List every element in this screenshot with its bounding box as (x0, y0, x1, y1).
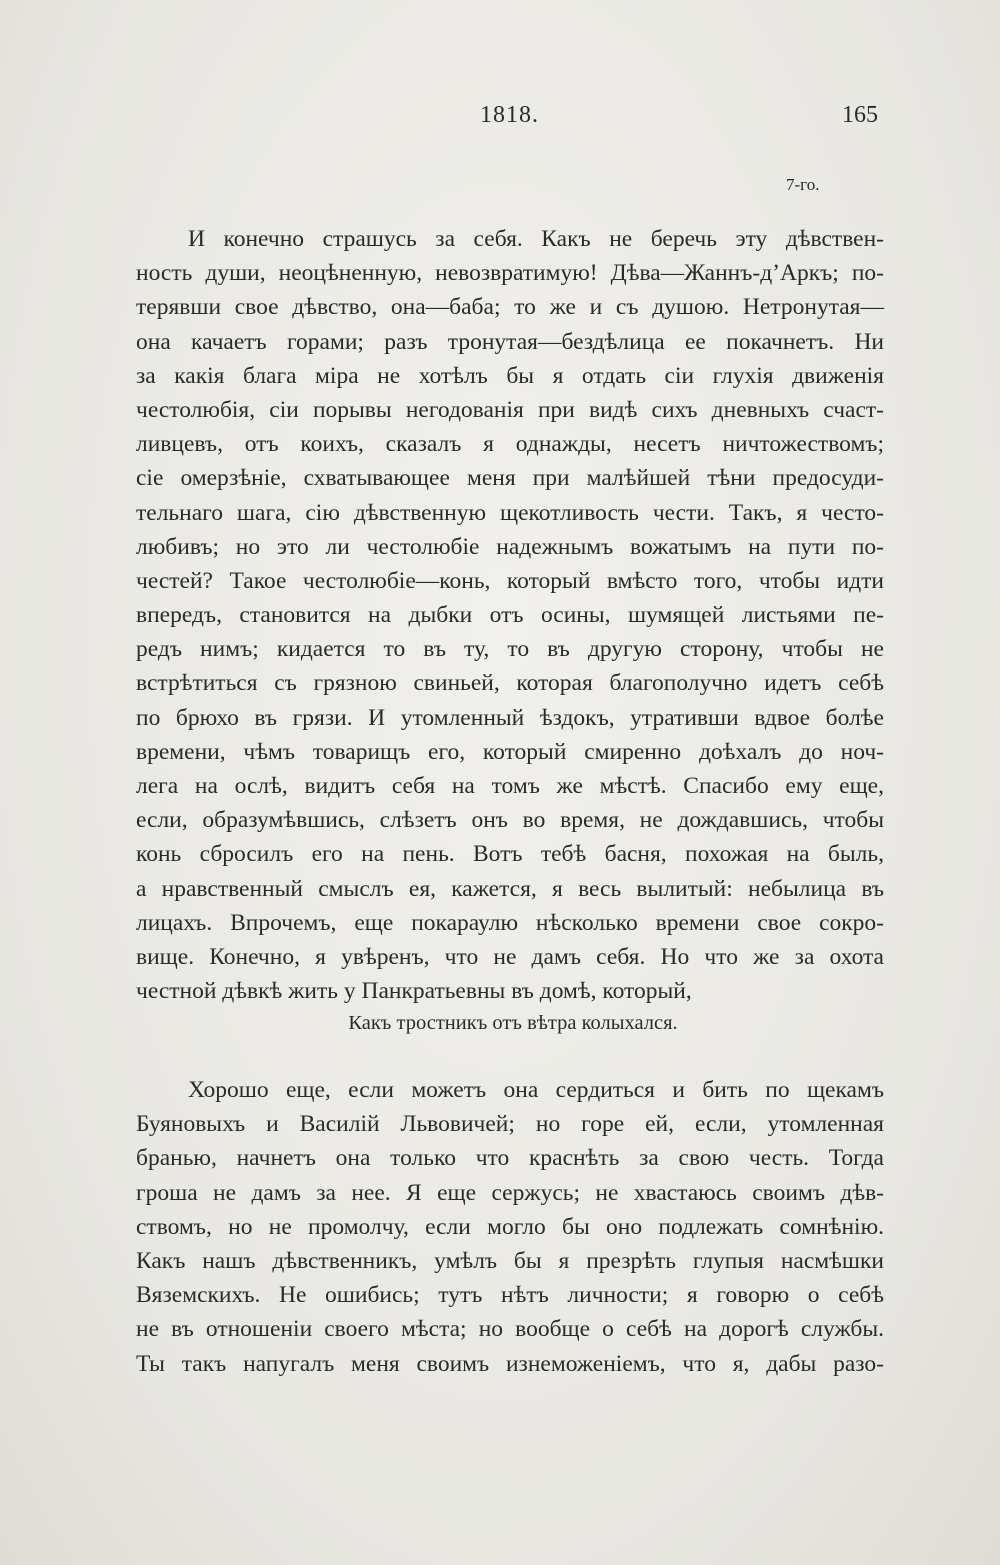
text-line: честей? Такое честолюбіе—конь, который вмѣсто того, чтобы идти (136, 567, 884, 594)
text-line: времени, чѣмъ товарищъ его, который смиренно доѣхалъ до ноч- (136, 738, 884, 765)
text-line: ливцевъ, отъ коихъ, сказалъ я однажды, несетъ ничтожествомъ; (136, 431, 884, 458)
text-line: Вяземскихъ. Не ошибись; тутъ нѣтъ личности; я говорю о себѣ (136, 1282, 884, 1309)
text-line: впередъ, становится на дыбки отъ осины, шумящей листьями пе- (136, 602, 884, 629)
text-line: сіе омерзѣніе, схватывающее меня при малѣйшей тѣни предосуди- (136, 465, 884, 492)
text-line: терявши свое дѣвство, она—баба; то же и съ душою. Нетронутая— (136, 294, 884, 321)
text-line: не въ отношеніи своего мѣста; но вообще о себѣ на дорогѣ службы. (136, 1316, 884, 1343)
paragraph-2 (136, 1073, 884, 1381)
paragraph-1 (136, 222, 884, 1008)
text-line: лега на ослѣ, видитъ себя на томъ же мѣстѣ. Спасибо ему еще, (136, 773, 884, 799)
text-line: она качаетъ горами; разъ тронутая—бездѣлица ее покачнетъ. Ни (136, 328, 884, 355)
text-line: ствомъ, но не промолчу, если могло бы оно подлежать сомнѣнію. (136, 1213, 884, 1240)
text-line: по брюхо въ грязи. И утомленный ѣздокъ, утративши вдвое болѣе (136, 704, 884, 731)
text-line: Хорошо еще, если можетъ она сердиться и бить по щекамъ (188, 1077, 884, 1103)
page-number: 165 (842, 102, 878, 128)
text-line: конь сбросилъ его на пень. Вотъ тебѣ басня, похожая на быль, (136, 841, 884, 868)
text-line: Какъ нашъ дѣвственникъ, умѣлъ бы я презрѣть глупыя насмѣшки (136, 1247, 884, 1274)
text-line: Буяновыхъ и Василій Львовичей; но горе ей, если, утомленная (136, 1111, 884, 1138)
text-line: любивъ; но это ли честолюбіе надежнымъ вожатымъ на пути по- (136, 533, 884, 560)
text-line: редъ нимъ; кидается то въ ту, то въ другую сторону, чтобы не (136, 636, 884, 663)
running-head (0, 100, 1000, 140)
text-line: Ты такъ напугалъ меня своимъ изнеможеніемъ, что я, дабы разо- (136, 1350, 884, 1377)
letter-dateline: 7-го. (786, 175, 820, 194)
text-line: а нравственный смыслъ ея, кажется, я весь вылитый: небылица въ (136, 875, 884, 902)
text-line: тельнаго шага, сію дѣвственную щекотливость чести. Такъ, я често- (136, 499, 884, 526)
text-line: если, образумѣвшись, слѣзетъ онъ во время, не дождавшись, чтобы (136, 807, 884, 834)
text-line: за какія блага міра не хотѣлъ бы я отдать сіи глухія движенія (136, 362, 884, 389)
verse-quotation: Какъ тростникъ отъ вѣтра колыхался. (348, 1012, 678, 1034)
text-line: честолюбія, сіи порывы негодованія при видѣ сихъ дневныхъ счаст- (136, 396, 884, 423)
text-line: встрѣтиться съ грязною свиньей, которая благополучно идетъ себѣ (136, 670, 884, 697)
text-line: вище. Конечно, я увѣренъ, что не дамъ себя. Но что же за охота (136, 943, 884, 970)
text-line: лицахъ. Впрочемъ, еще покараулю нѣсколько времени свое сокро- (136, 909, 884, 936)
text-line: И конечно страшусь за себя. Какъ не беречь эту дѣвствен- (188, 226, 884, 252)
text-line: честной дѣвкѣ жить у Панкратьевны въ домѣ, который, (136, 978, 692, 1005)
running-head-year: 1818. (480, 102, 539, 128)
text-line: гроша не дамъ за нее. Я еще сержусь; не хвастаюсь своимъ дѣв- (136, 1179, 884, 1206)
text-line: бранью, начнетъ она только что краснѣть за свою честь. Тогда (136, 1145, 884, 1172)
text-line: ность души, неоцѣненную, невозвратимую! Дѣва—Жаннъ-д’Аркъ; по- (136, 260, 884, 287)
